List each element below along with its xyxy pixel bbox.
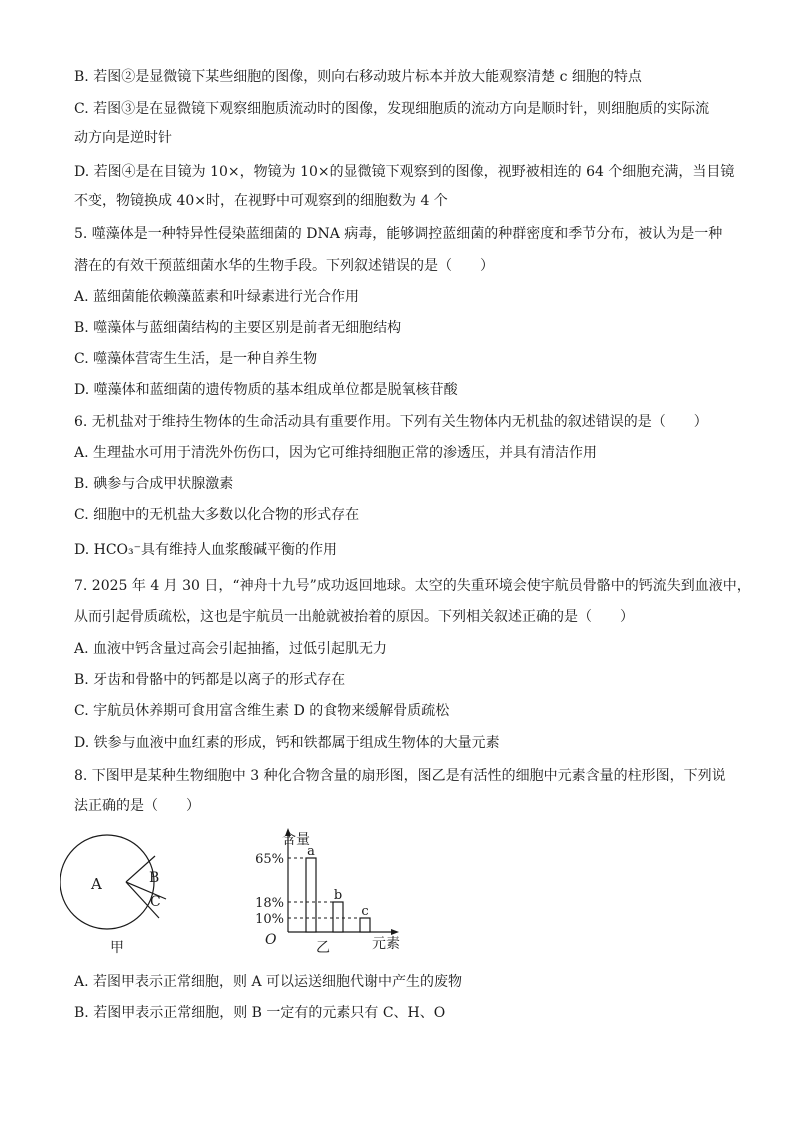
y-axis-label: 含量 (282, 832, 310, 848)
bar-b (333, 902, 343, 932)
text-line: 7. 2025 年 4 月 30 日，“神舟十九号”成功返回地球。太空的失重环境会使宇航员骨骼中的钙流失到血液中， (74, 578, 751, 594)
bar-label-c: c (361, 904, 369, 919)
text-line: 动方向是逆时针 (74, 130, 172, 146)
x-axis-label: 元素 (372, 936, 400, 952)
pie-label-c: C (150, 894, 161, 910)
figures (60, 822, 420, 962)
text-line: C. 宇航员休养期可食用富含维生素 D 的食物来缓解骨质疏松 (74, 703, 450, 719)
bar-label-b: b (333, 888, 343, 903)
y-tick-label: 18% (255, 896, 284, 911)
figure-yi-caption: 乙 (316, 940, 330, 956)
pie-label-b: B (149, 870, 160, 886)
text-line: 8. 下图甲是某种生物细胞中 3 种化合物含量的扇形图，图乙是有活性的细胞中元素含量的柱形图，下列说 (74, 768, 726, 784)
text-line: 5. 噬藻体是一种特异性侵染蓝细菌的 DNA 病毒，能够调控蓝细菌的种群密度和季节分布，被认为是一种 (74, 226, 723, 242)
text-line: A. 血液中钙含量过高会引起抽搐，过低引起肌无力 (74, 641, 388, 657)
bar-label-a: a (307, 844, 315, 859)
text-line: 不变，物镜换成 40×时，在视野中可观察到的细胞数为 4 个 (74, 193, 448, 209)
text-line: B. 若图②是显微镜下某些细胞的图像，则向右移动玻片标本并放大能观察清楚 c 细胞的特点 (74, 69, 642, 85)
origin-label: O (265, 932, 277, 948)
text-line: 法正确的是（ ） (74, 798, 200, 814)
figure-yi-bar-chart (255, 828, 400, 956)
bars-group (255, 844, 370, 932)
text-line: D. 噬藻体和蓝细菌的遗传物质的基本组成单位都是脱氧核苷酸 (74, 382, 458, 398)
text-line: 从而引起骨质疏松，这也是宇航员一出舱就被抬着的原因。下列相关叙述正确的是（ ） (74, 609, 634, 625)
pie-outline (60, 835, 154, 929)
figure-canvas (60, 822, 420, 962)
bar-a (306, 858, 316, 932)
text-line: B. 若图甲表示正常细胞，则 B 一定有的元素只有 C、H、O (74, 1005, 446, 1021)
text-line: 6. 无机盐对于维持生物体的生命活动具有重要作用。下列有关生物体内无机盐的叙述错误的是（ ） (74, 414, 708, 430)
text-line: D. HCO₃⁻具有维持人血浆酸碱平衡的作用 (74, 542, 338, 558)
text-line: B. 牙齿和骨骼中的钙都是以离子的形式存在 (74, 672, 346, 688)
y-tick-label: 65% (255, 852, 284, 867)
text-line: B. 碘参与合成甲状腺激素 (74, 476, 234, 492)
figure-jia-caption: 甲 (110, 940, 124, 956)
text-line: C. 若图③是在显微镜下观察细胞质流动时的图像，发现细胞质的流动方向是顺时针，则细胞质的实际流 (74, 101, 710, 117)
figure-jia (60, 835, 166, 956)
text-line: D. 若图④是在目镜为 10×，物镜为 10×的显微镜下观察到的图像，视野被相连的 64 个细胞充满，当目镜 (74, 164, 735, 180)
text-line: A. 生理盐水可用于清洗外伤伤口，因为它可维持细胞正常的渗透压，并具有清洁作用 (74, 445, 598, 461)
pie-label-a: A (91, 875, 102, 893)
text-line: A. 若图甲表示正常细胞，则 A 可以运送细胞代谢中产生的废物 (74, 974, 463, 990)
y-tick-label: 10% (255, 912, 284, 927)
text-line: C. 细胞中的无机盐大多数以化合物的形式存在 (74, 507, 360, 523)
text-line: B. 噬藻体与蓝细菌结构的主要区别是前者无细胞结构 (74, 320, 402, 336)
x-axis-arrow (391, 929, 399, 935)
text-line: 潜在的有效干预蓝细菌水华的生物手段。下列叙述错误的是（ ） (74, 258, 494, 274)
text-line: D. 铁参与血液中血红素的形成，钙和铁都属于组成生物体的大量元素 (74, 735, 500, 751)
bar-c (360, 918, 370, 932)
text-line: A. 蓝细菌能依赖藻蓝素和叶绿素进行光合作用 (74, 289, 360, 305)
text-line: C. 噬藻体营寄生生活，是一种自养生物 (74, 351, 318, 367)
